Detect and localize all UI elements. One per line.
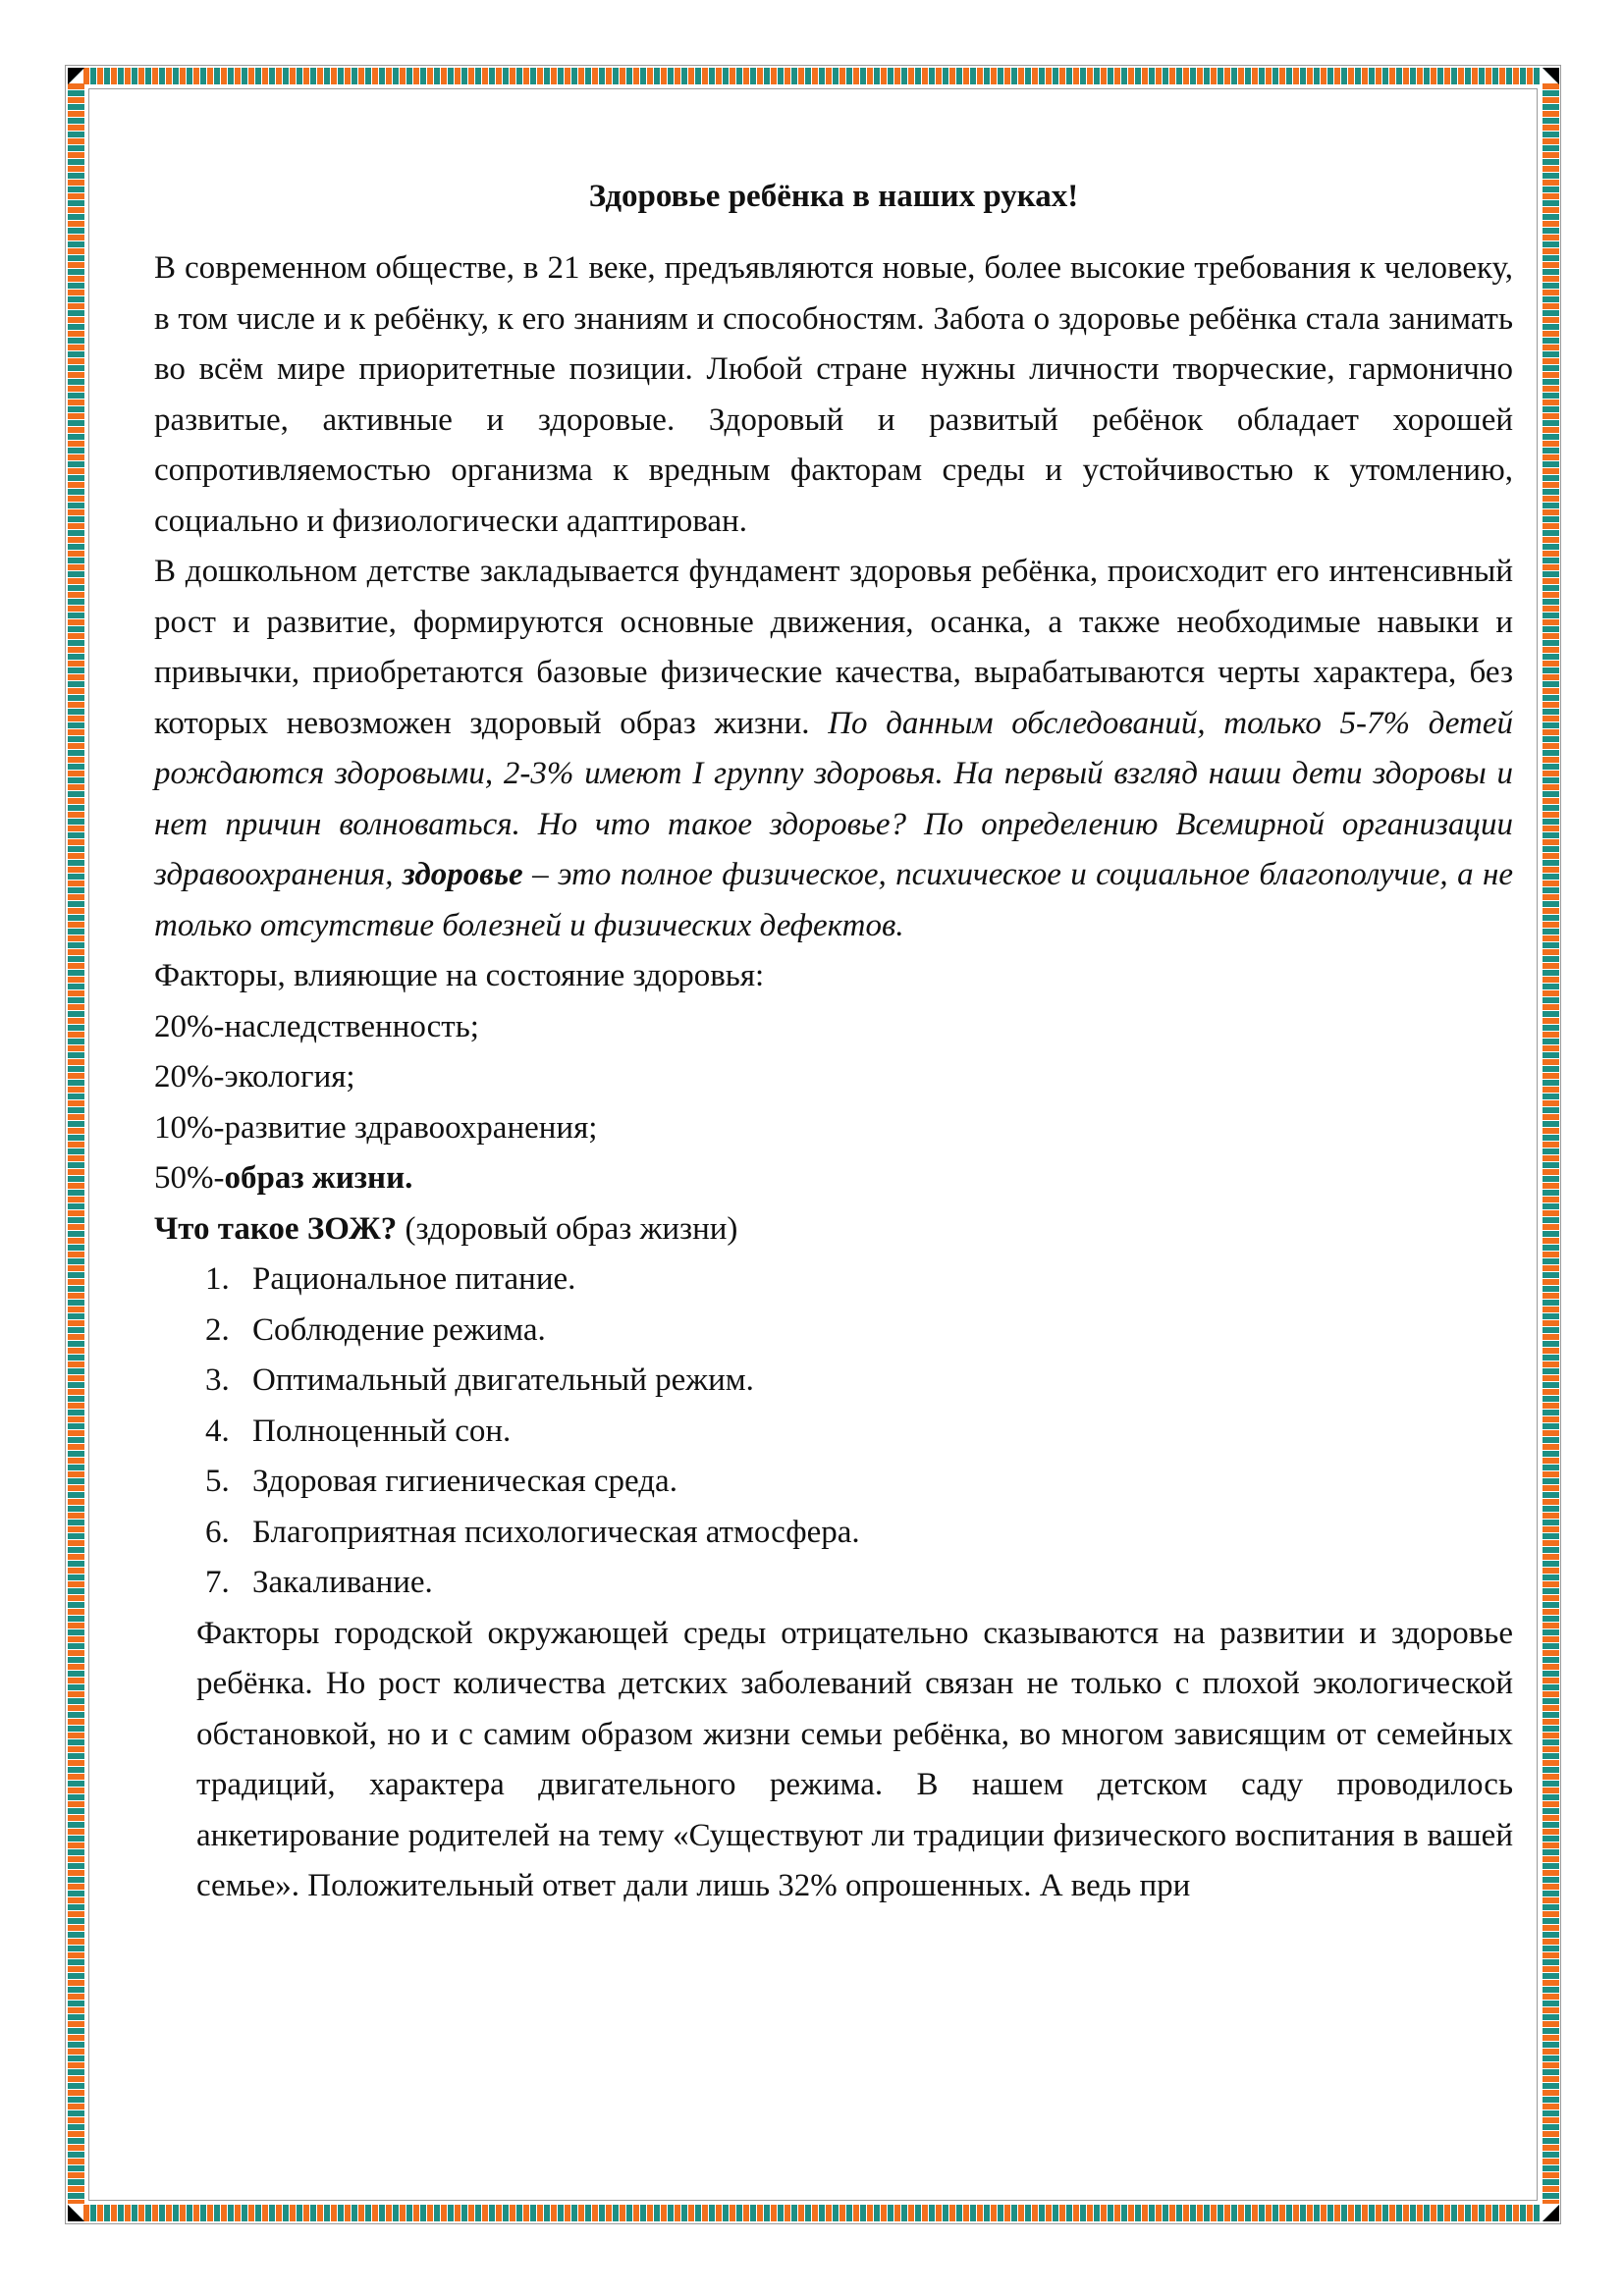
factor-ecology: 20%-экология; — [154, 1059, 355, 1095]
list-item — [205, 1558, 1513, 1609]
zoz-question-bold: Что такое ЗОЖ? — [154, 1210, 398, 1247]
factors-heading: Факторы, влияющие на состояние здоровья: — [154, 958, 765, 993]
list-item-text: Закаливание. — [252, 1565, 433, 1600]
list-item-number: 2. — [205, 1311, 230, 1348]
paragraph-survey-italic: По данным обследований, только 5-7% детей рождаются здоровыми, 2-3% имеют I группу здоровья. На первый взгляд наши дети здоровы и нет причин волноваться. Но что такое здоровье? По определению Всемирной организации здравоохранения, — [154, 705, 1513, 892]
document-title: Здоровье ребёнка в наших руках! — [588, 179, 1079, 214]
zoz-expansion: (здоровый образ жизни) — [397, 1210, 738, 1247]
list-item-number: 5. — [205, 1464, 230, 1499]
list-item-number: 4. — [205, 1413, 230, 1449]
factor-lifestyle — [154, 1153, 1513, 1204]
list-item-number: 7. — [205, 1565, 230, 1600]
document-body — [154, 167, 1513, 1912]
paragraph-who-definition-italic: – это полное физическое, психическое и социальное благополучие, а не только отсутствие болезней и физических дефектов. — [154, 857, 1513, 943]
list-item-text: Здоровая гигиеническая среда. — [252, 1464, 677, 1499]
paragraph-urban-factors: Факторы городской окружающей среды отрицательно сказываются на развитии и здоровье ребёнка. Но рост количества детских заболеваний связан не только с плохой экологической обстановкой, но и с самим образом жизни семьи ребёнка, во многом зависящим от семейных традиций, характера двигательного режима. В нашем детском саду проводилось анкетирование родителей на тему «Существуют ли традиции физического воспитания в вашей семье». Положительный ответ дали лишь 32% опрошенных. А ведь при — [196, 1615, 1513, 1903]
factor-lifestyle-bold: образ жизни. — [224, 1160, 413, 1196]
list-item-number: 3. — [205, 1362, 230, 1398]
list-item — [205, 1356, 1513, 1407]
term-health-bold: здоровье — [402, 857, 523, 892]
border-band-top — [83, 68, 1541, 84]
list-item — [205, 1508, 1513, 1559]
border-band-bottom — [83, 2205, 1541, 2221]
list-item-text: Полноценный сон. — [252, 1413, 512, 1449]
list-item-text: Соблюдение режима. — [252, 1311, 546, 1348]
list-item-number: 6. — [205, 1514, 230, 1550]
border-band-left — [68, 83, 84, 2204]
list-item — [205, 1407, 1513, 1458]
zoz-list — [154, 1255, 1513, 1609]
paragraph-preschool — [154, 547, 1513, 951]
factor-heredity: 20%-наследственность; — [154, 1008, 479, 1044]
list-item-text: Благоприятная психологическая атмосфера. — [252, 1514, 860, 1550]
factor-healthcare: 10%-развитие здравоохранения; — [154, 1109, 598, 1146]
list-item-text: Рациональное питание. — [252, 1261, 576, 1297]
paragraph-preschool-text: В дошкольном детстве закладывается фундамент здоровья ребёнка, происходит его интенсивный рост и развитие, формируются основные движения, осанка, а также необходимые навыки и привычки, приобретаются базовые физические качества, вырабатываются черты характера, без которых невозможен здоровый образ жизни. — [154, 554, 1513, 741]
list-item — [205, 1306, 1513, 1357]
zoz-heading — [154, 1204, 1513, 1255]
list-item-text: Оптимальный двигательный режим. — [252, 1362, 754, 1398]
list-item — [205, 1457, 1513, 1508]
paragraph-intro: В современном обществе, в 21 веке, предъявляются новые, более высокие требования к человеку, в том числе и к ребёнку, к его знаниям и способностям. Забота о здоровье ребёнка стала занимать во всём мире приоритетные позиции. Любой стране нужны личности творческие, гармонично развитые, активные и здоровые. Здоровый и развитый ребёнок обладает хорошей сопротивляемостью организма к вредным факторам среды и устойчивостью к утомлению, социально и физиологически адаптирован. — [154, 250, 1513, 539]
list-item — [205, 1255, 1513, 1306]
border-band-right — [1543, 83, 1559, 2204]
list-item-number: 1. — [205, 1261, 230, 1297]
factor-lifestyle-percent: 50%- — [154, 1160, 225, 1196]
